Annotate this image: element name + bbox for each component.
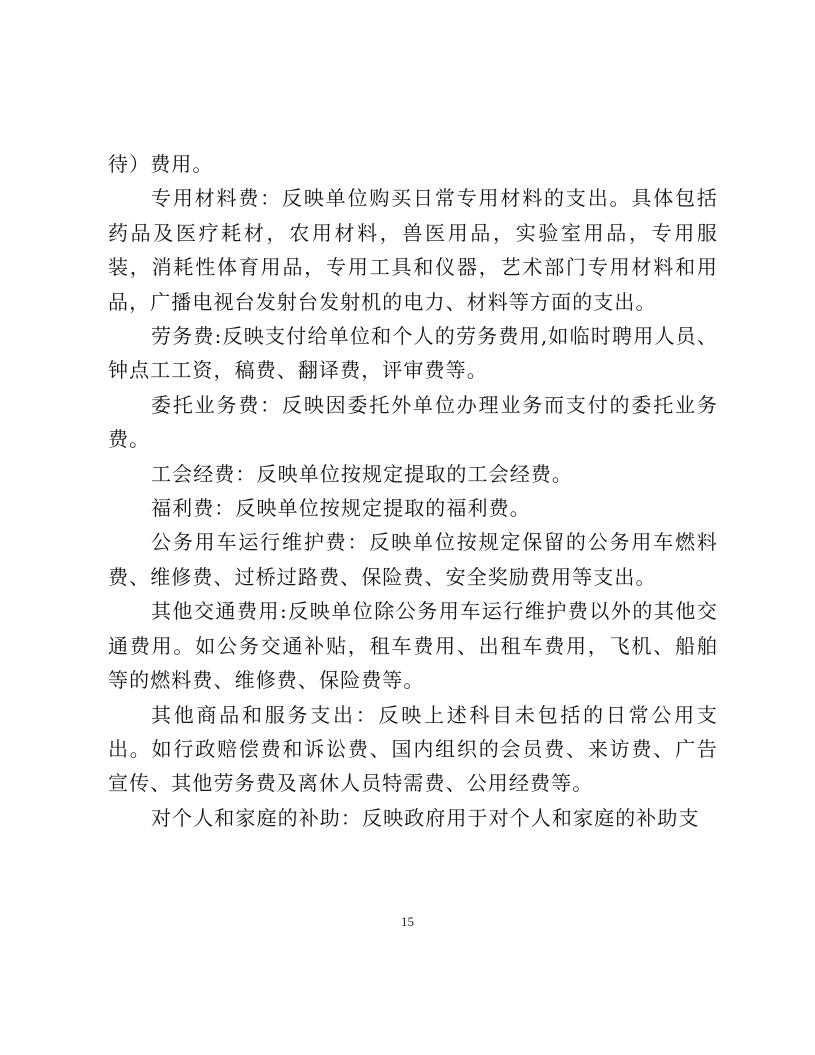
paragraph-household-subsidies: 对个人和家庭的补助：反映政府用于对个人和家庭的补助支 — [151, 805, 700, 830]
paragraph-commissioned-services: 委托业务费：反映因委托外单位办理业务而支付的委托业务费。 — [108, 392, 718, 452]
paragraph-official-vehicles: 公务用车运行维护费：反映单位按规定保留的公务用车燃料费、维修费、过桥过路费、保险费、安全奖励费用等支出。 — [108, 530, 718, 589]
paragraph-labor-fees: 劳务费:反映支付给单位和个人的劳务费用,如临时聘用人员、钟点工工资，稿费、翻译费，评审费等。 — [108, 324, 718, 383]
page-number: 15 — [401, 914, 414, 929]
paragraph-special-materials: 专用材料费：反映单位购买日常专用材料的支出。具体包括药品及医疗耗材，农用材料，兽医用品，实验室用品，专用服装，消耗性体育用品，专用工具和仪器，艺术部门专用材料和用品，广播电视台发射台发射机的电力、材料等方面的支出。 — [108, 186, 718, 314]
paragraph-welfare-fees: 福利费：反映单位按规定提取的福利费。 — [151, 496, 531, 521]
paragraph-other-goods-services: 其他商品和服务支出：反映上述科目未包括的日常公用支出。如行政赔偿费和诉讼费、国内组织的会员费、来访费、广告宣传、其他劳务费及离休人员特需费、公用经费等。 — [108, 702, 718, 796]
paragraph-continuation: 待）费用。 — [108, 152, 214, 176]
paragraph-union-funds: 工会经费：反映单位按规定提取的工会经费。 — [151, 461, 573, 486]
paragraph-other-transport: 其他交通费用:反映单位除公务用车运行维护费以外的其他交通费用。如公务交通补贴，租车费用、出租车费用，飞机、船舶等的燃料费、维修费、保险费等。 — [108, 599, 718, 693]
document-body — [108, 147, 718, 835]
